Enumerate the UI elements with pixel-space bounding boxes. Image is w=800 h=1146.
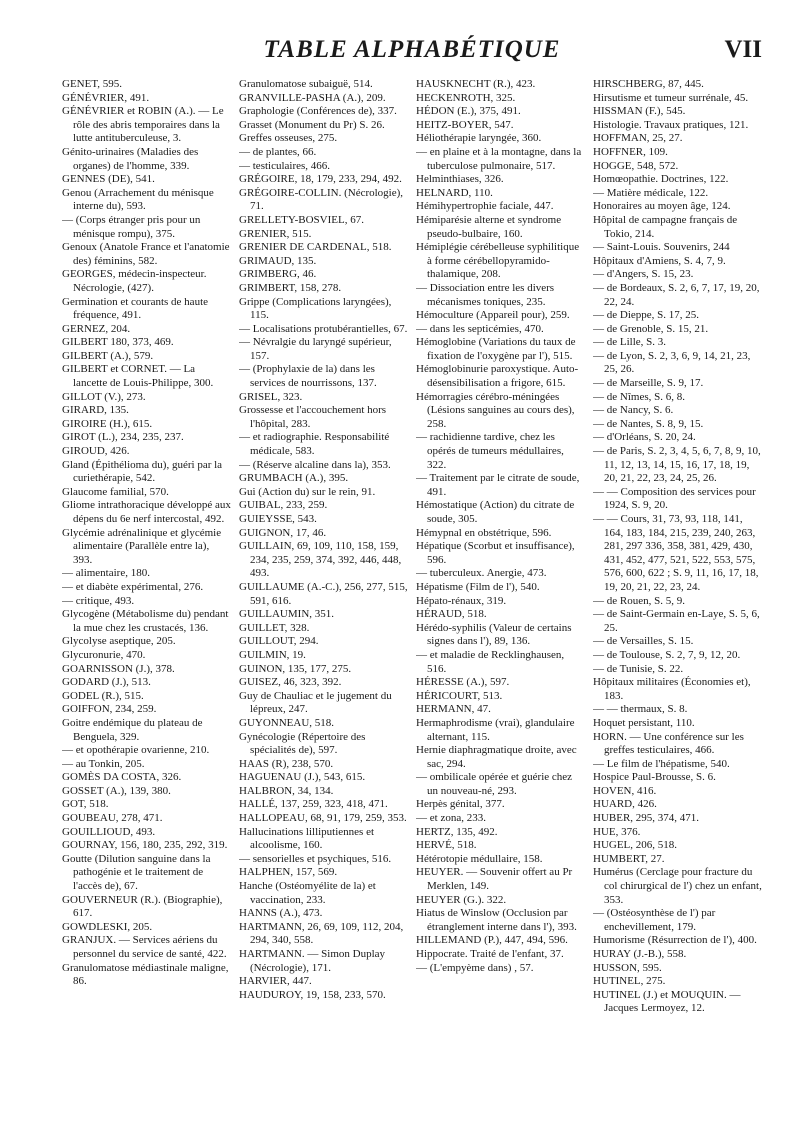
index-entry: Gland (Épithélioma du), guéri par la curiethérapie, 542. bbox=[62, 458, 223, 485]
index-entry: GILLOT (V.), 273. bbox=[62, 390, 146, 403]
index-entry: Grasset (Monument du Pr) S. 26. bbox=[239, 118, 385, 131]
index-entry: Goitre endémique du plateau de Benguela, 329. bbox=[62, 716, 203, 743]
index-entry: GILBERT (A.), 579. bbox=[62, 349, 154, 362]
index-entry: Graphologie (Conférences de), 337. bbox=[239, 105, 397, 118]
index-entry: GUILLOUT, 294. bbox=[239, 635, 319, 648]
index-entry: Hôpital de campagne français de Tokio, 214. bbox=[593, 213, 738, 240]
index-entry: GOUILLIOUD, 493. bbox=[62, 825, 156, 838]
index-entry: Hépatique (Scorbut et insuffisance), 596. bbox=[416, 540, 575, 566]
index-entry: GRELLETY-BOSVIEL, 67. bbox=[239, 213, 364, 226]
index-entry: — de Toulouse, S. 2, 7, 9, 12, 20. bbox=[593, 648, 741, 661]
index-entry: — (L'empyème dans) , 57. bbox=[416, 961, 534, 974]
index-column-4 bbox=[593, 78, 762, 1128]
index-entry: — — thermaux, S. 8. bbox=[593, 703, 688, 716]
index-entry: GÉNÉVRIER et ROBIN (A.). — Le rôle des abris temporaires dans la lutte antituberculeuse, 3. bbox=[62, 105, 224, 145]
index-entry: GUILLAIN, 69, 109, 110, 158, 159, 234, 235, 259, 374, 392, 446, 448, 493. bbox=[239, 540, 402, 580]
index-entry: — de Lyon, S. 2, 3, 6, 9, 14, 21, 23, 25, 26. bbox=[593, 349, 751, 376]
index-entry: GRIMAUD, 135. bbox=[239, 254, 317, 267]
index-entry: Greffes osseuses, 275. bbox=[239, 132, 338, 145]
index-entry: GOARNISSON (J.), 378. bbox=[62, 662, 175, 675]
index-entry: GENNES (DE), 541. bbox=[62, 173, 155, 186]
index-entry: — Traitement par le citrate de soude, 491. bbox=[416, 472, 580, 498]
index-entry: HUTINEL, 275. bbox=[593, 975, 666, 988]
index-entry: Hérédo-syphilis (Valeur de certains signes dans l'), 89, 136. bbox=[416, 621, 572, 648]
index-entry: GERNEZ, 204. bbox=[62, 322, 131, 335]
index-entry: GOWDLESKI, 205. bbox=[62, 920, 153, 933]
index-entry: HOFFMAN, 25, 27. bbox=[593, 132, 683, 145]
index-entry: — et maladie de Recklinghausen, 516. bbox=[416, 648, 565, 675]
index-entry: HARTMANN. — Simon Duplay (Nécrologie), 171. bbox=[239, 948, 386, 974]
index-entry: Genoux (Anatole France et l'anatomie des) féminins, 582. bbox=[62, 241, 230, 267]
index-entry: Humérus (Cerclage pour fracture du col chirurgical de l') chez un enfant, 353. bbox=[593, 866, 762, 906]
index-entry: HANNS (A.), 473. bbox=[239, 907, 323, 920]
index-entry: — de Dieppe, S. 17, 25. bbox=[593, 309, 700, 322]
index-entry: — de Saint-Germain en-Laye, S. 5, 6, 25. bbox=[593, 608, 760, 634]
index-entry: — en plaine et à la montagne, dans la tuberculose pulmonaire, 517. bbox=[416, 145, 582, 172]
index-entry: GIROIRE (H.), 615. bbox=[62, 417, 153, 430]
index-entry: Hermaphrodisme (vrai), glandulaire alternant, 115. bbox=[416, 716, 575, 743]
index-entry: HILLEMAND (P.), 447, 494, 596. bbox=[416, 934, 568, 947]
index-entry: — de Nîmes, S. 6, 8. bbox=[593, 390, 685, 403]
index-entry: — d'Orléans, S. 20, 24. bbox=[593, 431, 696, 444]
index-entry: — (Ostéosynthèse de l') par enchevillement, 179. bbox=[593, 907, 716, 933]
index-entry: HOVEN, 416. bbox=[593, 784, 657, 797]
index-entry: GRANVILLE-PASHA (A.), 209. bbox=[239, 91, 386, 104]
index-entry: Grippe (Complications laryngées), 115. bbox=[239, 295, 392, 322]
index-entry: — Localisations protubérantielles, 67. bbox=[239, 322, 408, 335]
index-entry: Hémoglobine (Variations du taux de fixation de l'oxygène par l'), 515. bbox=[416, 336, 576, 362]
index-entry: HALLÉ, 137, 259, 323, 418, 471. bbox=[239, 798, 388, 811]
index-entry: HISSMAN (F.), 545. bbox=[593, 105, 686, 118]
index-entry: GEORGES, médecin-inspecteur. Nécrologie, (427). bbox=[62, 268, 207, 294]
index-entry: Glycuronurie, 470. bbox=[62, 648, 146, 661]
index-entry: HÉRESSE (A.), 597. bbox=[416, 676, 510, 689]
index-entry: GRIMBERT, 158, 278. bbox=[239, 281, 342, 294]
index-entry: HAGUENAU (J.), 543, 615. bbox=[239, 771, 366, 784]
index-entry: Gui (Action du) sur le rein, 91. bbox=[239, 485, 376, 498]
index-entry: Hanche (Ostéomyélite de la) et vaccination, 233. bbox=[239, 880, 376, 906]
index-entry: — testiculaires, 466. bbox=[239, 159, 331, 172]
index-entry: HUARD, 426. bbox=[593, 798, 657, 811]
index-entry: GUISEZ, 46, 323, 392. bbox=[239, 676, 342, 689]
index-entry: GOUBEAU, 278, 471. bbox=[62, 812, 163, 825]
index-entry: — dans les septicémies, 470. bbox=[416, 322, 544, 335]
index-entry: HALPHEN, 157, 569. bbox=[239, 866, 338, 879]
index-entry: — de Marseille, S. 9, 17. bbox=[593, 377, 704, 390]
index-entry: GRIMBERG, 46. bbox=[239, 268, 317, 281]
index-entry: HERTZ, 135, 492. bbox=[416, 825, 498, 838]
index-entry: Hémiparésie alterne et syndrome pseudo-bulbaire, 160. bbox=[416, 213, 562, 240]
index-entry: HAUDUROY, 19, 158, 233, 570. bbox=[239, 988, 386, 1001]
index-entry: — (Prophylaxie de la) dans les services de nourrissons, 137. bbox=[239, 363, 377, 390]
index-entry: — (Corps étranger pris pour un ménisque rompu), 375. bbox=[62, 213, 201, 240]
index-entry: Glaucome familial, 570. bbox=[62, 485, 169, 498]
index-entry: GOIFFON, 234, 259. bbox=[62, 703, 157, 716]
index-entry: HEUYER. — Souvenir offert au Pr Merklen, 149. bbox=[416, 866, 573, 893]
index-entry: HUE, 376. bbox=[593, 825, 641, 838]
index-entry: GRISEL, 323. bbox=[239, 390, 303, 403]
index-entry: — de plantes, 66. bbox=[239, 145, 317, 158]
index-entry: Héliothérapie laryngée, 360. bbox=[416, 132, 542, 145]
index-entry: HECKENROTH, 325. bbox=[416, 91, 516, 104]
index-entry: Gliome intrathoracique développé aux dépens du 6e nerf intercostal, 492. bbox=[62, 499, 231, 525]
index-entry: — de Nancy, S. 6. bbox=[593, 404, 674, 417]
index-entry: Hémiplégie cérébelleuse syphilitique à forme cérébellopyramido-thalamique, 208. bbox=[416, 241, 580, 281]
index-entry: HIRSCHBERG, 87, 445. bbox=[593, 78, 704, 90]
index-entry: Humorisme (Résurrection de l'), 400. bbox=[593, 934, 757, 947]
index-entry: HUTINEL (J.) et MOUQUIN. — Jacques Lermoyez, 12. bbox=[593, 988, 741, 1015]
index-entry: HÉDON (E.), 375, 491. bbox=[416, 105, 521, 118]
index-entry: GRENIER, 515. bbox=[239, 227, 312, 240]
index-column-2 bbox=[239, 78, 408, 1128]
index-entry: Hospice Paul-Brousse, S. 6. bbox=[593, 771, 716, 784]
index-entry: — ombilicale opérée et guérie chez un nouveau-né, 293. bbox=[416, 771, 573, 797]
index-entry: GRANJUX. — Services aériens du personnel du service de santé, 422. bbox=[62, 934, 227, 960]
index-entry: — Saint-Louis. Souvenirs, 244 bbox=[593, 241, 730, 254]
index-entry: HELNARD, 110. bbox=[416, 186, 493, 199]
index-entry: HEUYER (G.). 322. bbox=[416, 893, 507, 906]
index-entry: GUILLAUME (A.-C.), 256, 277, 515, 591, 616. bbox=[239, 580, 408, 607]
index-entry: — Le film de l'hépatisme, 540. bbox=[593, 757, 730, 770]
index-entry: HOFFNER, 109. bbox=[593, 145, 668, 158]
index-entry: GOUVERNEUR (R.). (Biographie), 617. bbox=[62, 893, 223, 920]
index-entry: GUIBAL, 233, 259. bbox=[239, 499, 328, 512]
index-entry: Hémoglobinurie paroxystique. Auto-désensibilisation a frigore, 615. bbox=[416, 363, 579, 390]
index-entry: HUMBERT, 27. bbox=[593, 852, 665, 865]
index-entry: Hétérotopie médullaire, 158. bbox=[416, 852, 543, 865]
index-entry: Honoraires au moyen âge, 124. bbox=[593, 200, 731, 213]
index-entry: GIROT (L.), 234, 235, 237. bbox=[62, 431, 184, 444]
index-entry: HEITZ-BOYER, 547. bbox=[416, 118, 514, 131]
index-entry: Helminthiases, 326. bbox=[416, 173, 504, 186]
index-entry: GOT, 518. bbox=[62, 798, 109, 811]
index-entry: Hallucinations lilliputiennes et alcoolisme, 160. bbox=[239, 825, 375, 852]
index-entry: — et radiographie. Responsabilité médicale, 583. bbox=[239, 431, 390, 458]
index-entry: Hernie diaphragmatique droite, avec sac, 294. bbox=[416, 744, 577, 770]
index-entry: HERVÉ, 518. bbox=[416, 839, 477, 852]
index-entry: Hémihypertrophie faciale, 447. bbox=[416, 200, 554, 213]
index-entry: Hépato-rénaux, 319. bbox=[416, 594, 507, 607]
index-entry: Histologie. Travaux pratiques, 121. bbox=[593, 118, 749, 131]
index-entry: HÉRAUD, 518. bbox=[416, 608, 487, 621]
index-entry: HERMANN, 47. bbox=[416, 703, 491, 716]
index-entry: HOGGE, 548, 572. bbox=[593, 159, 679, 172]
index-entry: — (Réserve alcaline dans la), 353. bbox=[239, 458, 391, 471]
index-entry: GUYONNEAU, 518. bbox=[239, 716, 335, 729]
index-entry: GODEL (R.), 515. bbox=[62, 689, 144, 702]
index-entry: GUIGNON, 17, 46. bbox=[239, 526, 327, 539]
index-entry: Glycolyse aseptique, 205. bbox=[62, 635, 176, 648]
index-entry: GUILLAUMIN, 351. bbox=[239, 608, 335, 621]
index-entry: — et zona, 233. bbox=[416, 812, 486, 825]
index-entry: — de Bordeaux, S. 2, 6, 7, 17, 19, 20, 22, 24. bbox=[593, 281, 760, 308]
index-entry: — de Paris, S. 2, 3, 4, 5, 6, 7, 8, 9, 10, 11, 12, 13, 14, 15, 16, 17, 18, 19, 20, 21, 22, 23, 24, 25, 26. bbox=[593, 445, 761, 485]
index-entry: — de Versailles, S. 15. bbox=[593, 635, 694, 648]
index-entry: Hémypnal en obstétrique, 596. bbox=[416, 526, 552, 539]
index-entry: Hirsutisme et tumeur surrénale, 45. bbox=[593, 91, 749, 104]
index-entry: Hôpitaux d'Amiens, S. 4, 7, 9. bbox=[593, 254, 726, 267]
index-entry: GRÉGOIRE, 18, 179, 233, 294, 492. bbox=[239, 173, 402, 186]
index-entry: GENET, 595. bbox=[62, 78, 122, 90]
index-entry: — — Cours, 31, 73, 93, 118, 141, 164, 183, 184, 215, 239, 240, 263, 281, 297 336, 358, 381, 429, 430, 431, 452, 477, 521, 522, 553, 575, 576, 600, 622 ; S. 9, 11, 16, 17, 18, 19, 20, 21, 22, 23, 24. bbox=[593, 513, 759, 593]
index-entry: GOURNAY, 156, 180, 235, 292, 319. bbox=[62, 839, 228, 852]
index-entry: GÉNÉVRIER, 491. bbox=[62, 91, 150, 104]
index-entry: GILBERT 180, 373, 469. bbox=[62, 336, 174, 349]
index-entry: GILBERT et CORNET. — La lancette de Louis-Philippe, 300. bbox=[62, 363, 214, 390]
index-entry: — de Rouen, S. 5, 9. bbox=[593, 594, 685, 607]
index-entry: Goutte (Dilution sanguine dans la pathogénie et le traitement de l'accès de), 67. bbox=[62, 852, 211, 893]
page-title: TABLE ALPHABÉTIQUE bbox=[263, 36, 561, 63]
index-entry: Homœopathie. Doctrines, 122. bbox=[593, 173, 729, 186]
index-entry: HURAY (J.-B.), 558. bbox=[593, 948, 687, 960]
index-entry: Herpès génital, 377. bbox=[416, 798, 505, 811]
index-entry: GUIEYSSE, 543. bbox=[239, 513, 317, 525]
index-entry: HUBER, 295, 374, 471. bbox=[593, 812, 700, 825]
index-entry: HAAS (R), 238, 570. bbox=[239, 757, 334, 770]
index-entry: — Dissociation entre les divers mécanismes toniques, 235. bbox=[416, 281, 555, 308]
index-entry: GOSSET (A.), 139, 380. bbox=[62, 784, 171, 797]
index-entry: Hémostatique (Action) du citrate de soude, 305. bbox=[416, 499, 575, 525]
index-entry: — — Composition des services pour 1924, S. 9, 20. bbox=[593, 485, 756, 512]
index-entry: HUSSON, 595. bbox=[593, 961, 662, 974]
index-entry: HALBRON, 34, 134. bbox=[239, 784, 334, 797]
index-entry: — critique, 493. bbox=[62, 594, 135, 607]
index-entry: Hémorragies cérébro-méningées (Lésions sanguines au cours des), 258. bbox=[416, 390, 575, 430]
page-number: VII bbox=[724, 36, 762, 63]
index-entry: — Névralgie du laryngé supérieur, 157. bbox=[239, 336, 392, 362]
index-entry: — au Tonkin, 205. bbox=[62, 757, 145, 770]
index-entry: Granulomatose subaiguë, 514. bbox=[239, 78, 373, 90]
index-entry: HARVIER, 447. bbox=[239, 975, 312, 988]
index-entry: HAUSKNECHT (R.), 423. bbox=[416, 78, 536, 90]
index-entry: — de Tunisie, S. 22. bbox=[593, 662, 684, 675]
index-entry: Guy de Chauliac et le jugement du lépreux, 247. bbox=[239, 689, 392, 716]
index-entry: — d'Angers, S. 15, 23. bbox=[593, 268, 694, 281]
index-entry: — de Nantes, S. 8, 9, 15. bbox=[593, 417, 704, 430]
index-entry: GRÉGOIRE-COLLIN. (Nécrologie), 71. bbox=[239, 186, 404, 213]
index-entry: HÉRICOURT, 513. bbox=[416, 689, 503, 702]
index-entry: — de Lille, S. 3. bbox=[593, 336, 667, 349]
index-entry: GRENIER DE CARDENAL, 518. bbox=[239, 241, 392, 254]
index-entry: Hippocrate. Traité de l'enfant, 37. bbox=[416, 948, 564, 960]
index-entry: GRUMBACH (A.), 395. bbox=[239, 472, 349, 485]
index-entry: Genou (Arrachement du ménisque interne du), 593. bbox=[62, 186, 214, 213]
index-entry: GIRARD, 135. bbox=[62, 404, 129, 417]
index-entry: Glycogène (Métabolisme du) pendant la mue chez les crustacés, 136. bbox=[62, 608, 229, 634]
index-entry: HORN. — Une conférence sur les greffes testiculaires, 466. bbox=[593, 730, 744, 757]
index-column-1 bbox=[62, 78, 231, 1128]
index-entry: — alimentaire, 180. bbox=[62, 567, 150, 580]
index-entry: Gynécologie (Répertoire des spécialités de), 597. bbox=[239, 730, 366, 757]
index-entry: Glycémie adrénalinique et glycémie alimentaire (Parallèle entre la), 393. bbox=[62, 526, 222, 566]
index-entry: Hiatus de Winslow (Occlusion par étranglement interne dans l'), 393. bbox=[416, 907, 577, 933]
index-columns bbox=[62, 78, 762, 1128]
index-entry: — rachidienne tardive, chez les opérés de tumeurs médullaires, 322. bbox=[416, 431, 564, 471]
index-entry: GUILLET, 328. bbox=[239, 621, 310, 634]
index-entry: GUINON, 135, 177, 275. bbox=[239, 662, 352, 675]
index-entry: GODARD (J.), 513. bbox=[62, 676, 151, 689]
index-entry: Hôpitaux militaires (Économies et), 183. bbox=[593, 676, 751, 702]
index-entry: HUGEL, 206, 518. bbox=[593, 839, 678, 852]
index-entry: GIROUD, 426. bbox=[62, 445, 130, 458]
index-entry: Hépatisme (Film de l'), 540. bbox=[416, 580, 540, 593]
index-entry: — et opothérapie ovarienne, 210. bbox=[62, 744, 210, 757]
index-entry: GOMÈS DA COSTA, 326. bbox=[62, 771, 182, 784]
index-entry: — Matière médicale, 122. bbox=[593, 186, 709, 199]
index-entry: Génito-urinaires (Maladies des organes) de l'homme, 339. bbox=[62, 145, 199, 172]
index-column-3 bbox=[416, 78, 585, 1128]
index-entry: — sensorielles et psychiques, 516. bbox=[239, 852, 392, 865]
index-entry: Granulomatose médiastinale maligne, 86. bbox=[62, 961, 229, 988]
index-entry: Germination et courants de haute fréquence, 491. bbox=[62, 295, 209, 322]
index-entry: GUILMIN, 19. bbox=[239, 648, 306, 661]
index-entry: HARTMANN, 26, 69, 109, 112, 204, 294, 340, 558. bbox=[239, 920, 404, 947]
running-header bbox=[62, 36, 762, 76]
index-entry: — de Grenoble, S. 15, 21. bbox=[593, 322, 709, 335]
index-entry: Hoquet persistant, 110. bbox=[593, 716, 695, 729]
index-entry: — tuberculeux. Anergie, 473. bbox=[416, 567, 547, 580]
index-entry: Hémoculture (Appareil pour), 259. bbox=[416, 309, 570, 322]
index-entry: Grossesse et l'accouchement hors l'hôpital, 283. bbox=[239, 404, 387, 430]
index-entry: — et diabète expérimental, 276. bbox=[62, 580, 204, 593]
index-entry: HALLOPEAU, 68, 91, 179, 259, 353. bbox=[239, 812, 407, 825]
